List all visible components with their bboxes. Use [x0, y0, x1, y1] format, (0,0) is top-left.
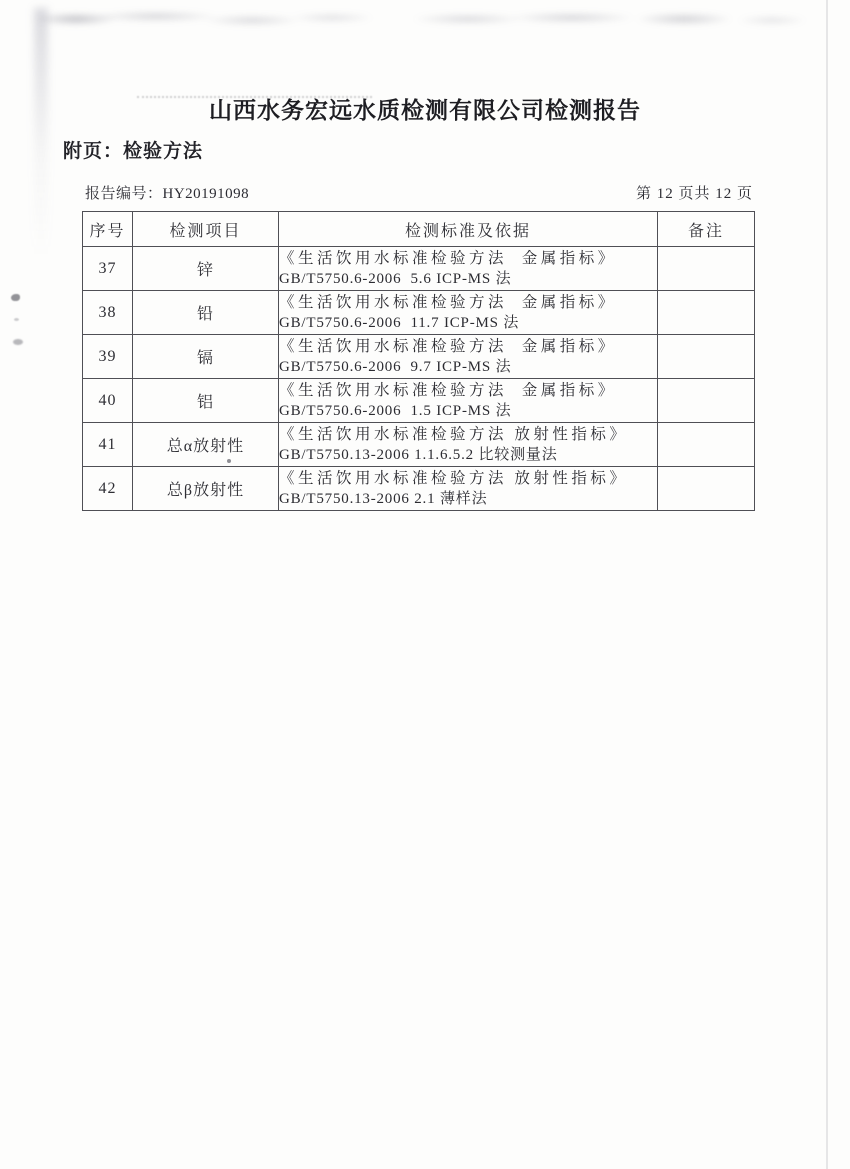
cell-remark	[658, 467, 755, 511]
cell-standard	[279, 467, 658, 511]
table-row	[83, 379, 755, 423]
col-header-item: 检测项目	[133, 212, 279, 247]
cell-standard	[279, 291, 658, 335]
cell-remark	[658, 291, 755, 335]
scan-artifact-speck	[14, 318, 19, 321]
cell-standard	[279, 335, 658, 379]
scan-artifact-left-streak	[34, 8, 48, 258]
page-title: 山西水务宏远水质检测有限公司检测报告	[209, 97, 641, 123]
cell-item: 镉	[133, 335, 279, 379]
cell-no: 37	[83, 247, 133, 291]
table-header-row	[83, 212, 755, 247]
cell-standard	[279, 379, 658, 423]
scan-artifact-right-edge	[826, 0, 828, 1169]
cell-item: 铅	[133, 291, 279, 335]
table-row	[83, 335, 755, 379]
cell-remark	[658, 379, 755, 423]
standard-method: GB/T5750.6-2006 11.7 ICP-MS 法	[279, 315, 520, 331]
cell-no: 38	[83, 291, 133, 335]
col-header-standard: 检测标准及依据	[279, 212, 658, 247]
table-row	[83, 291, 755, 335]
report-number-value: HY20191098	[162, 186, 250, 202]
scan-artifact-top-band	[28, 6, 828, 32]
cell-item: 锌	[133, 247, 279, 291]
scan-artifact-speck	[11, 294, 20, 301]
test-methods-table	[82, 211, 755, 511]
standard-title: 《生活饮用水标准检验方法 放射性指标》	[279, 426, 629, 443]
attachment-heading: 附页：检验方法	[63, 141, 204, 162]
standard-method: GB/T5750.6-2006 5.6 ICP-MS 法	[279, 271, 512, 287]
cell-item: 总α放射性	[133, 423, 279, 467]
scan-artifact-speck	[13, 339, 23, 345]
page-indicator: 第 12 页共 12 页	[635, 186, 753, 202]
col-header-no: 序号	[83, 212, 133, 247]
col-header-remark: 备注	[658, 212, 755, 247]
standard-method: GB/T5750.13-2006 1.1.6.5.2 比较测量法	[279, 447, 558, 463]
table-row	[83, 423, 755, 467]
standard-method: GB/T5750.13-2006 2.1 薄样法	[279, 491, 488, 507]
standard-title: 《生活饮用水标准检验方法 金属指标》	[279, 382, 617, 399]
standard-title: 《生活饮用水标准检验方法 金属指标》	[279, 294, 617, 311]
report-number	[82, 182, 249, 203]
cell-remark	[658, 247, 755, 291]
cell-no: 41	[83, 423, 133, 467]
standard-title: 《生活饮用水标准检验方法 金属指标》	[279, 338, 617, 355]
standard-title: 《生活饮用水标准检验方法 金属指标》	[279, 250, 617, 267]
meta-row	[82, 182, 753, 203]
cell-standard	[279, 247, 658, 291]
standard-title: 《生活饮用水标准检验方法 放射性指标》	[279, 470, 629, 487]
table-row	[83, 467, 755, 511]
table-row	[83, 247, 755, 291]
cell-standard	[279, 423, 658, 467]
cell-remark	[658, 335, 755, 379]
standard-method: GB/T5750.6-2006 1.5 ICP-MS 法	[279, 403, 512, 419]
report-number-label: 报告编号：	[85, 186, 163, 202]
cell-no: 40	[83, 379, 133, 423]
cell-remark	[658, 423, 755, 467]
cell-item: 铝	[133, 379, 279, 423]
cell-no: 39	[83, 335, 133, 379]
cell-no: 42	[83, 467, 133, 511]
standard-method: GB/T5750.6-2006 9.7 ICP-MS 法	[279, 359, 512, 375]
cell-item: 总β放射性	[133, 467, 279, 511]
